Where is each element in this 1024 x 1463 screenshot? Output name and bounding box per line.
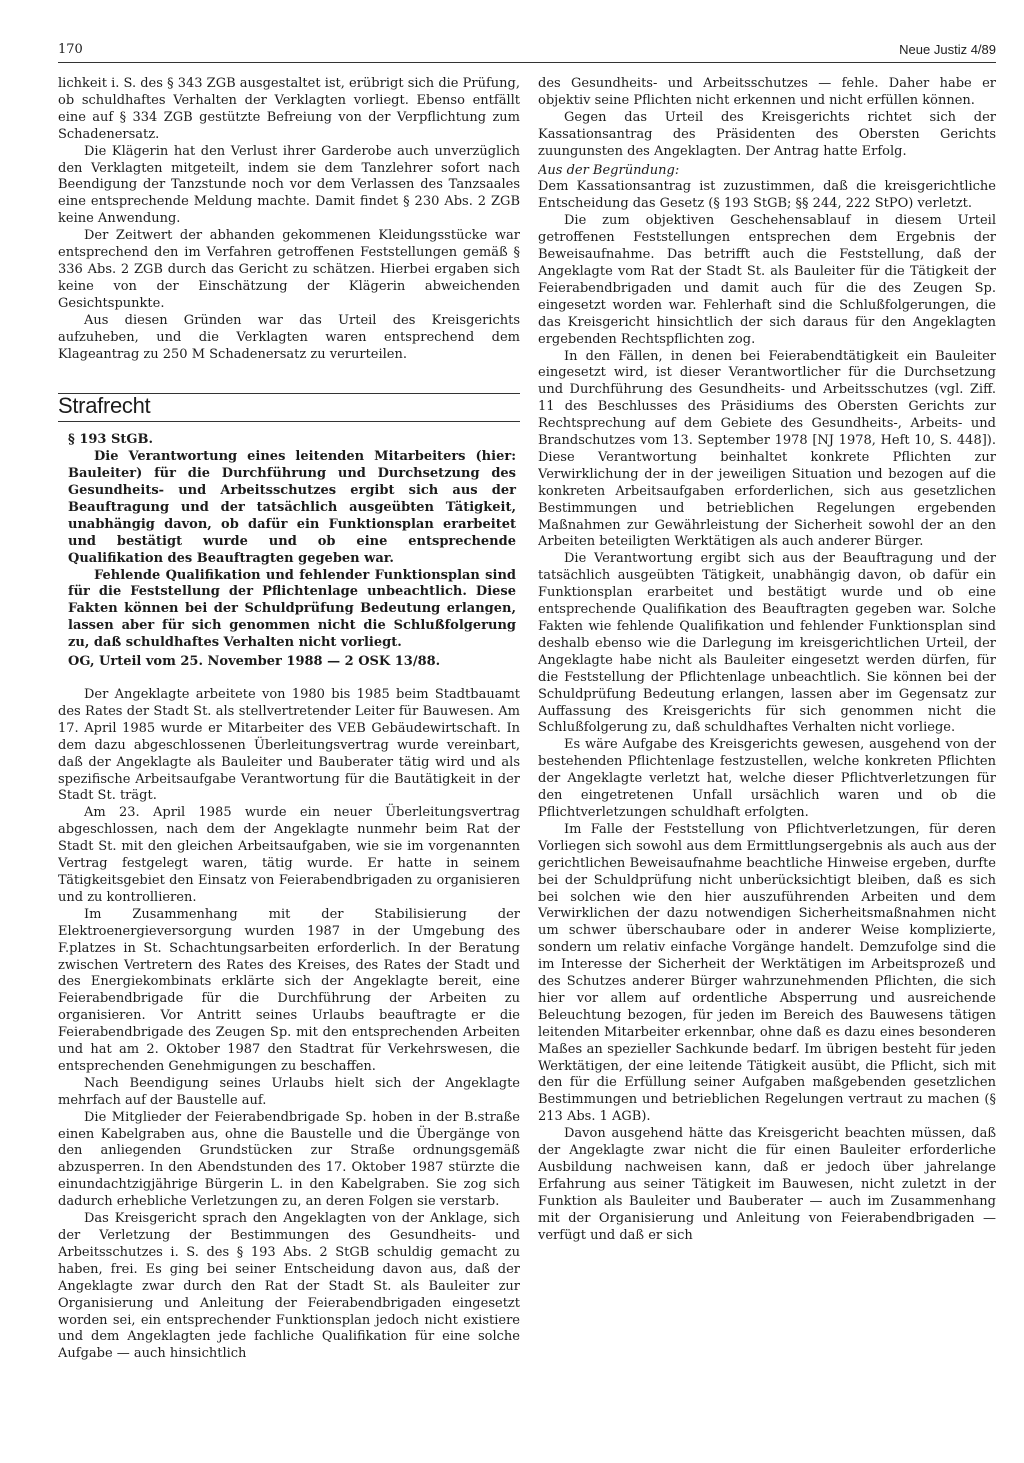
- journal-issue: Neue Justiz 4/89: [899, 42, 996, 57]
- right-column: [538, 76, 996, 1443]
- paragraph: Aus diesen Gründen war das Urteil des Kreisgerichts aufzuheben, und die Verklagten waren entsprechend dem Klageantrag zu 250 M Schadenersatz zu verurteilen.: [58, 312, 520, 362]
- paragraph: Es wäre Aufgabe des Kreisgerichts gewesen, ausgehend von der bestehenden Pflichtenlage festzustellen, welche konkreten Pflichten der Angeklagte verletzt hat, welche dieser Pflichtverletzungen für den eingetretenen Unfall ursächlich waren und ob die Pflichtverletzungen schuldhaft erfolgten.: [538, 737, 996, 820]
- paragraph: In den Fällen, in denen bei Feierabendtätigkeit ein Bauleiter eingesetzt wird, ist dieser Verantwortlicher für die Durchsetzung und Durchführung des Gesundheits- und Arbeitsschutzes (vgl. Ziff. 11 des Beschlusses des Präsidiums des Obersten Gerichts zur Rechtsprechung auf dem Gebiete des Gesundheits-, Arbeits- und Brandschutzes vom 13. September 1978 [NJ 1978, Heft 10, S. 448]). Diese Verantwortung beinhaltet konkrete Pflichten zur Verwirklichung der in der jeweiligen Situation und bezogen auf die konkreten Arbeitsaufgaben erforderlichen, sich aus gesetzlichen Bestimmungen und betrieblichen Regelungen ergebenden Maßnahmen zur Gewährleistung der Sicherheit sowohl der an den Arbeiten beteiligten Werktätigen als auch anderer Bürger.: [538, 348, 996, 550]
- section-heading: Strafrecht: [58, 393, 151, 419]
- ruling-paragraph: Die Verantwortung eines leitenden Mitarbeiters (hier: Bauleiter) für die Durchführung und Durchsetzung des Gesundheits- und Arbeitsschutzes ergibt sich aus der Beauftragung und der tatsächlich ausgeübten Tätigkeit, unabhängig davon, ob dafür ein Funktionsplan erarbeitet und bestätigt wurde und ob eine entsprechende Qualifikation des Beauftragten gegeben war.: [68, 449, 516, 566]
- paragraph: Der Angeklagte arbeitete von 1980 bis 1985 beim Stadtbauamt des Rates der Stadt St. als stellvertretender Leiter für Bauwesen. Am 17. April 1985 wurde er Mitarbeiter des VEB Gebäudewirtschaft. In dem dazu abgeschlossenen Überleitungsvertrag wurde vereinbart, daß der Angeklagte als Bauleiter und Bauberater tätig wird und als spezifische Arbeitsaufgabe Verantwortung für die Bautätigkeit in der Stadt St. trägt.: [58, 687, 520, 804]
- section-divider: [58, 421, 520, 422]
- paragraph: Gegen das Urteil des Kreisgerichts richtet sich der Kassationsantrag des Präsidenten des Obersten Gerichts zuungunsten des Angeklagten. Der Antrag hatte Erfolg.: [538, 109, 996, 159]
- paragraph: Das Kreisgericht sprach den Angeklagten von der Anklage, sich der Verletzung der Bestimmungen des Gesundheits- und Arbeitsschutzes i. S. des § 193 Abs. 2 StGB schuldig gemacht zu haben, frei. Es ging bei seiner Entscheidung davon aus, daß der Angeklagte zwar durch den Rat der Stadt St. als Bauleiter zur Organisierung und Anleitung der Feierabendbrigaden eingesetzt worden sei, ein entsprechender Funktionsplan jedoch nicht existiere und dem Angeklagten jede fachliche Qualifikation für eine solche Aufgabe — auch hinsichtlich: [58, 1211, 520, 1362]
- paragraph: Die Verantwortung ergibt sich aus der Beauftragung und der tatsächlich ausgeübten Tätigkeit, unabhängig davon, ob dafür ein Funktionsplan erarbeitet und bestätigt wurde und ob eine entsprechende Qualifikation des Beauftragten gegeben war. Solche Fakten wie fehlende Qualifikation und fehlender Funktionsplan sind deshalb ebenso wie die Darlegung im kreisgerichtlichen Urteil, der Angeklagte habe nicht als Bauleiter eingesetzt werden dürfen, für die Feststellung der Pflichtenlage unbeachtlich. Sie können bei der Schuldprüfung Bedeutung erlangen, lassen aber im Gegensatz zur Auffassung des Kreisgerichts für sich genommen nicht die Schlußfolgerung zu, daß schuldhaftes Verhalten nicht vorliege.: [538, 551, 996, 736]
- paragraph: Davon ausgehend hätte das Kreisgericht beachten müssen, daß der Angeklagte zwar nicht die für einen Bauleiter erforderliche Ausbildung nachweisen kann, daß er jedoch über jahrelange Erfahrung aus seiner Tätigkeit im Bauwesen, nicht zuletzt in der Funktion als Bauleiter und Bauberater — auch im Zusammenhang mit der Organisierung und Anleitung von Feierabendbrigaden — verfügt und daß er sich: [538, 1126, 996, 1243]
- paragraph: Am 23. April 1985 wurde ein neuer Überleitungsvertrag abgeschlossen, nach dem der Angeklagte nunmehr beim Rat der Stadt St. mit den gleichen Arbeitsaufgaben, wie sie im vorgenannten Vertrag festgelegt waren, tätig wurde. Er hatte in seinem Tätigkeitsgebiet den Einsatz von Feierabendbrigaden zu organisieren und zu kontrollieren.: [58, 805, 520, 905]
- page-header: [58, 38, 996, 63]
- paragraph: Die Mitglieder der Feierabendbrigade Sp. hoben in der B.straße einen Kabelgraben aus, ohne die Baustelle und die Übergänge von den anliegenden Grundstücken zur Straße ordnungsgemäß abzusperren. In den Abendstunden des 17. Oktober 1987 stürzte die einundachtzigjährige Bürgerin L. in den Kabelgraben. Sie zog sich dadurch erhebliche Verletzungen zu, an deren Folgen sie verstarb.: [58, 1109, 520, 1210]
- paragraph: Im Falle der Feststellung von Pflichtverletzungen, für deren Vorliegen sich sowohl aus dem Ermittlungsergebnis als auch aus der gerichtlichen Beweisaufnahme beachtliche Hinweise ergeben, durfte bei der Schuldprüfung nicht unberücksichtigt bleiben, daß es sich bei solchen wie den hier auszuführenden Arbeiten und dem Verwirklichen der dazu notwendigen Sicherheitsmaßnahmen nicht um schwer überschaubare oder in anderer Weise komplizierte, sondern um relativ einfache Vorgänge handelt. Demzufolge sind die im Interesse der Sicherheit der Werktätigen im Arbeitsprozeß und des Schutzes anderer Bürger wahrzunehmenden Pflichten, die sich hier vor allem auf ordentliche Absperrung und ausreichende Beleuchtung bezogen, für jeden im Bereich des Bauwesens tätigen leitenden Mitarbeiter erkennbar, ohne daß es dazu eines besonderen Maßes an spezieller Sachkunde bedarf. Im übrigen besteht für jeden Werktätigen, der eine leitende Tätigkeit ausübt, die Pflicht, sich mit den für die Erfüllung seiner Aufgaben maßgebenden gesetzlichen Bestimmungen und betrieblichen Regelungen vertraut zu machen (§ 213 Abs. 1 AGB).: [538, 821, 996, 1125]
- paragraph: Nach Beendigung seines Urlaubs hielt sich der Angeklagte mehrfach auf der Baustelle auf.: [58, 1075, 520, 1108]
- court-citation: OG, Urteil vom 25. November 1988 — 2 OSK 13/88.: [68, 654, 441, 670]
- page-number: 170: [58, 42, 83, 57]
- ruling-paragraph: Fehlende Qualifikation und fehlender Funktionsplan sind für die Feststellung der Pflichtenlage unbeachtlich. Diese Fakten können bei der Schuldprüfung Bedeutung erlangen, lassen aber für sich genommen nicht die Schlußfolgerung zu, daß schuldhaftes Verhalten nicht vorliegt.: [68, 567, 516, 651]
- paragraph: lichkeit i. S. des § 343 ZGB ausgestaltet ist, erübrigt sich die Prüfung, ob schuldhaftes Verhalten der Verklagten vorliegt. Ebenso entfällt eine auf § 334 ZGB gestützte Befreiung von der Verpflichtung zum Schadenersatz.: [58, 76, 520, 142]
- paragraph: des Gesundheits- und Arbeitsschutzes — fehle. Daher habe er objektiv seine Pflichten nicht erkennen und nicht erfüllen können.: [538, 76, 996, 108]
- ruling-summary: [68, 432, 516, 671]
- paragraph: Im Zusammenhang mit der Stabilisierung der Elektroenergieversorgung wurden 1987 in der Umgebung des F.platzes in St. Schachtungsarbeiten erforderlich. In der Beratung zwischen Vertretern des Rates des Kreises, des Rates der Stadt und des Energiekombinats erklärte sich der Angeklagte bereit, eine Feierabendbrigade für die Durchführung der Arbeiten zu organisieren. Vor Antritt seines Urlaubs beauftragte er die Feierabendbrigade des Zeugen Sp. mit den entsprechenden Arbeiten und hat am 2. Oktober 1987 den Stadtrat für Verkehrswesen, die entsprechenden Genehmigungen zu beschaffen.: [58, 906, 520, 1074]
- paragraph: Die zum objektiven Geschehensablauf in diesem Urteil getroffenen Feststellungen entsprechen dem Ergebnis der Beweisaufnahme. Das betrifft auch die Feststellung, daß der Angeklagte vom Rat der Stadt St. als Bauleiter für die Tätigkeit der Feierabendbrigaden und damit auch für die des Zeugen Sp. eingesetzt worden war. Fehlerhaft sind die Schlußfolgerungen, die das Kreisgericht hinsichtlich der sich daraus für den Angeklagten ergebenden Rechtspflichten zog.: [538, 213, 996, 347]
- paragraph: Der Zeitwert der abhanden gekommenen Kleidungsstücke war entsprechend den im Verfahren getroffenen Feststellungen gemäß § 336 Abs. 2 ZGB durch das Gericht zu schätzen. Hierbei ergaben sich keine von der Einschätzung der Klägerin abweichenden Gesichtspunkte.: [58, 228, 520, 311]
- paragraph: Dem Kassationsantrag ist zuzustimmen, daß die kreisgerichtliche Entscheidung das Gesetz (§ 193 StGB; §§ 244, 222 StPO) verletzt.: [538, 179, 996, 212]
- left-column: [58, 76, 520, 1443]
- law-reference: § 193 StGB.: [68, 432, 153, 448]
- paragraph: Die Klägerin hat den Verlust ihrer Garderobe auch unverzüglich den Verklagten mitgeteilt, indem sie dem Tanzlehrer sofort nach Beendigung der Tanzstunde noch vor dem Verlassen des Tanzsaales eine entsprechende Meldung machte. Damit findet § 230 Abs. 2 ZGB keine Anwendung.: [58, 143, 520, 227]
- reasons-heading: Aus der Begründung:: [538, 162, 680, 178]
